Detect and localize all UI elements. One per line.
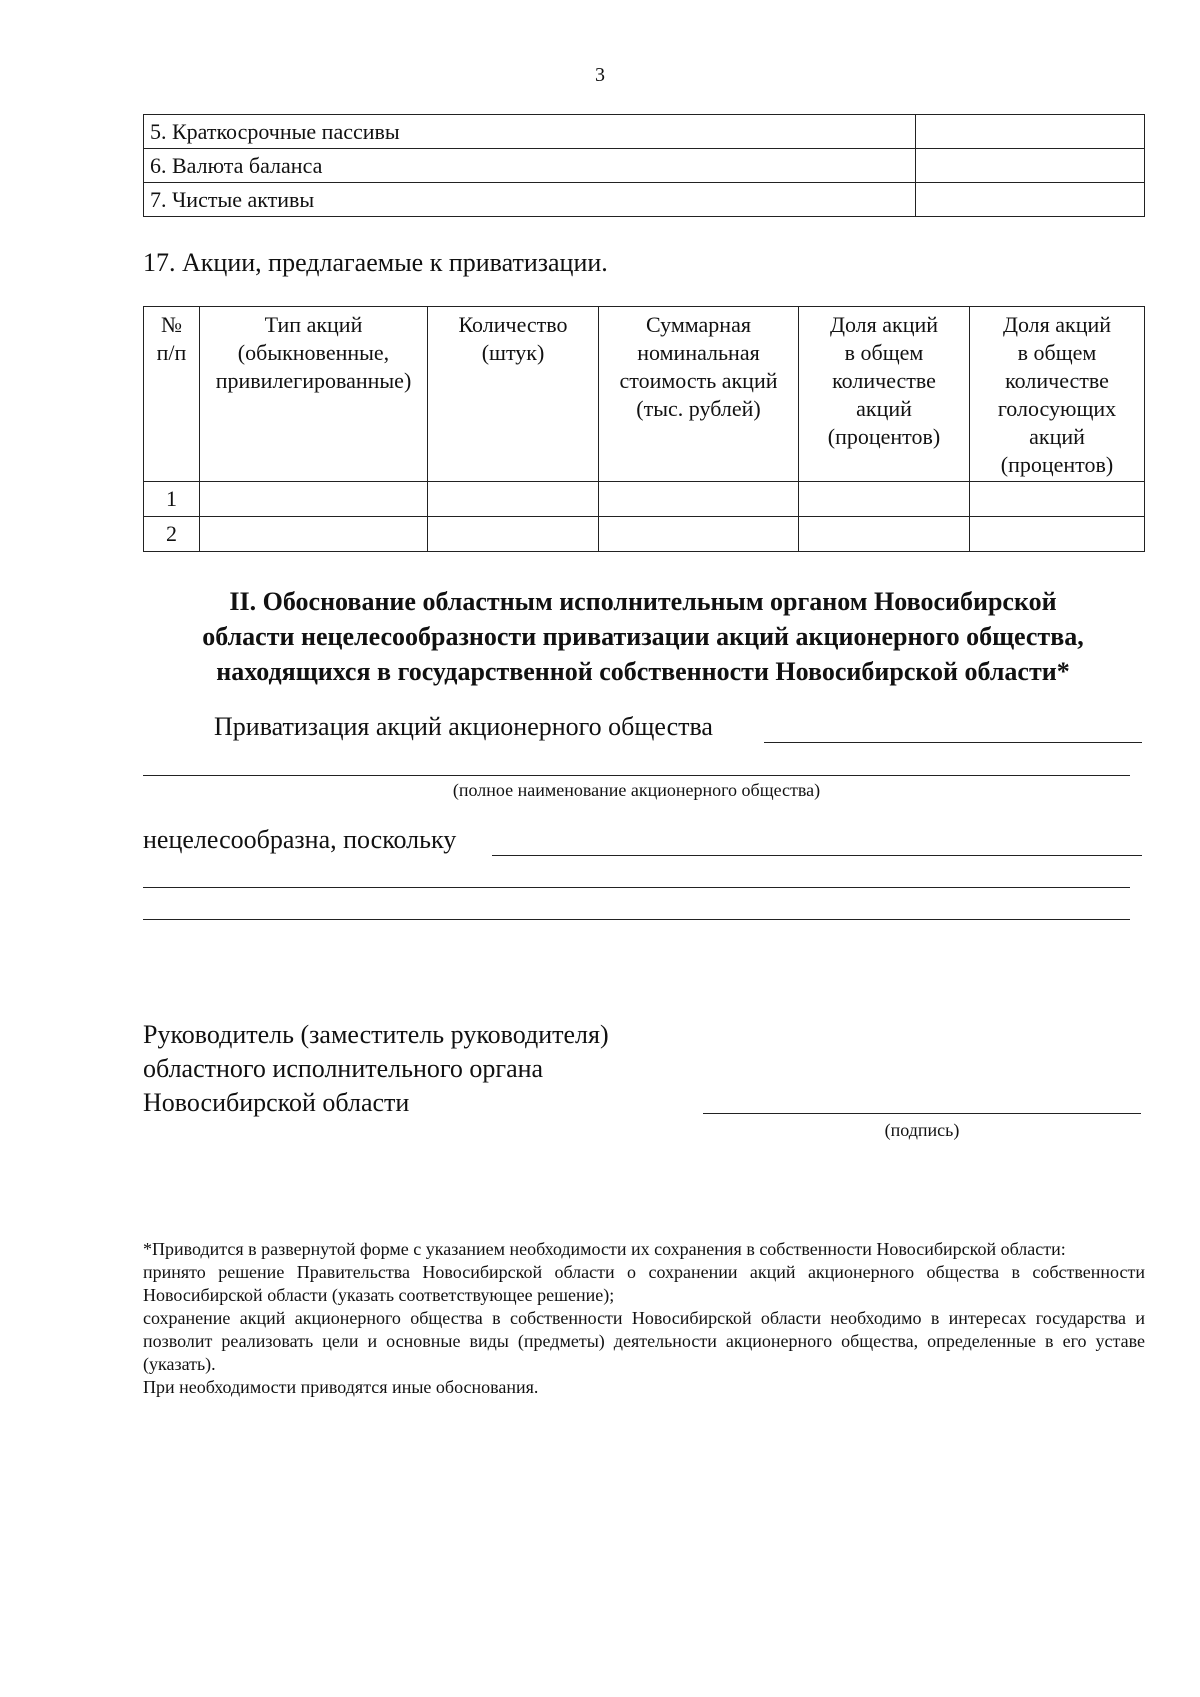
header-line: (процентов)	[1000, 452, 1114, 477]
footnote-paragraph: При необходимости приводятся иные обоснования.	[143, 1377, 539, 1397]
signatory-line: областного исполнительного органа	[143, 1054, 544, 1083]
header-line: количестве	[1005, 368, 1109, 393]
balance-label: 5. Краткосрочные пассивы	[144, 115, 916, 149]
reason-line	[492, 855, 1142, 856]
signature-line	[703, 1113, 1141, 1114]
header-line: (тыс. рублей)	[636, 396, 761, 421]
header-type	[200, 307, 428, 482]
reason-line-3	[143, 919, 1130, 920]
header-qty	[428, 307, 599, 482]
balance-value	[916, 115, 1145, 149]
balance-label: 6. Валюта баланса	[144, 149, 916, 183]
header-nominal	[599, 307, 799, 482]
header-line: Суммарная	[646, 312, 751, 337]
signatory-line: Новосибирской области	[143, 1088, 410, 1117]
table-cell	[970, 517, 1145, 552]
table-cell	[200, 482, 428, 517]
table-row	[144, 183, 1145, 217]
header-line: Тип акций	[264, 312, 363, 337]
header-line: №	[161, 312, 182, 337]
heading-line: находящихся в государственной собственности Новосибирской области*	[216, 657, 1070, 686]
header-share-total	[799, 307, 970, 482]
table-cell	[970, 482, 1145, 517]
balance-label: 7. Чистые активы	[144, 183, 916, 217]
header-line: (процентов)	[827, 424, 941, 449]
because-text: нецелесообразна, поскольку	[143, 825, 457, 854]
company-name-caption: (полное наименование акционерного общества)	[452, 780, 821, 800]
footnote	[143, 1238, 1145, 1399]
header-line: привилегированные)	[215, 368, 412, 393]
header-num	[144, 307, 200, 482]
company-name-line	[764, 742, 1142, 743]
table-cell	[428, 482, 599, 517]
header-line: акций	[1029, 424, 1085, 449]
page-number: 3	[595, 64, 605, 86]
table-row	[144, 115, 1145, 149]
table-cell	[799, 482, 970, 517]
header-line: количестве	[832, 368, 936, 393]
table-cell	[599, 517, 799, 552]
footnote-paragraph: сохранение акций акционерного общества в собственности Новосибирской области необходимо в интересах государства и позволит реализовать цели и основные виды (предметы) деятельности акционерного общества, определенные в его уставе (указать).	[143, 1308, 1145, 1374]
table-cell	[428, 517, 599, 552]
header-line: (обыкновенные,	[237, 340, 390, 365]
section-17-title: 17. Акции, предлагаемые к приватизации.	[143, 248, 608, 277]
table-header-row	[144, 307, 1145, 482]
header-share-voting	[970, 307, 1145, 482]
header-line: Количество	[458, 312, 568, 337]
footnote-paragraph: принято решение Правительства Новосибирской области о сохранении акций акционерного общества в собственности Новосибирской области (указать соответствующее решение);	[143, 1262, 1145, 1305]
privatization-text: Приватизация акций акционерного общества	[214, 712, 713, 741]
row-number: 1	[144, 482, 200, 517]
header-line: в общем	[1017, 340, 1097, 365]
header-line: п/п	[156, 340, 187, 365]
header-line: номинальная	[637, 340, 760, 365]
header-line: стоимость акций	[619, 368, 778, 393]
table-row	[144, 482, 1145, 517]
signature-caption: (подпись)	[884, 1120, 960, 1140]
company-name-line-2	[143, 775, 1130, 776]
header-line: Доля акций	[829, 312, 939, 337]
heading-line: II. Обоснование областным исполнительным органом Новосибирской	[229, 587, 1057, 616]
header-line: голосующих	[997, 396, 1117, 421]
header-line: в общем	[844, 340, 924, 365]
header-line: Доля акций	[1002, 312, 1112, 337]
footnote-paragraph: *Приводится в развернутой форме с указанием необходимости их сохранения в собственности Новосибирской области:	[143, 1239, 1066, 1259]
header-line: (штук)	[481, 340, 545, 365]
heading-line: области нецелесообразности приватизации акций акционерного общества,	[202, 622, 1084, 651]
signatory-title	[143, 1018, 609, 1120]
reason-line-2	[143, 887, 1130, 888]
table-row	[144, 517, 1145, 552]
row-number: 2	[144, 517, 200, 552]
table-cell	[799, 517, 970, 552]
section-2-heading	[143, 584, 1143, 689]
signatory-line: Руководитель (заместитель руководителя)	[143, 1020, 609, 1049]
header-line: акций	[856, 396, 912, 421]
balance-value	[916, 149, 1145, 183]
table-row	[144, 149, 1145, 183]
balance-table	[143, 114, 1145, 217]
table-cell	[599, 482, 799, 517]
shares-table	[143, 306, 1145, 552]
balance-value	[916, 183, 1145, 217]
table-cell	[200, 517, 428, 552]
